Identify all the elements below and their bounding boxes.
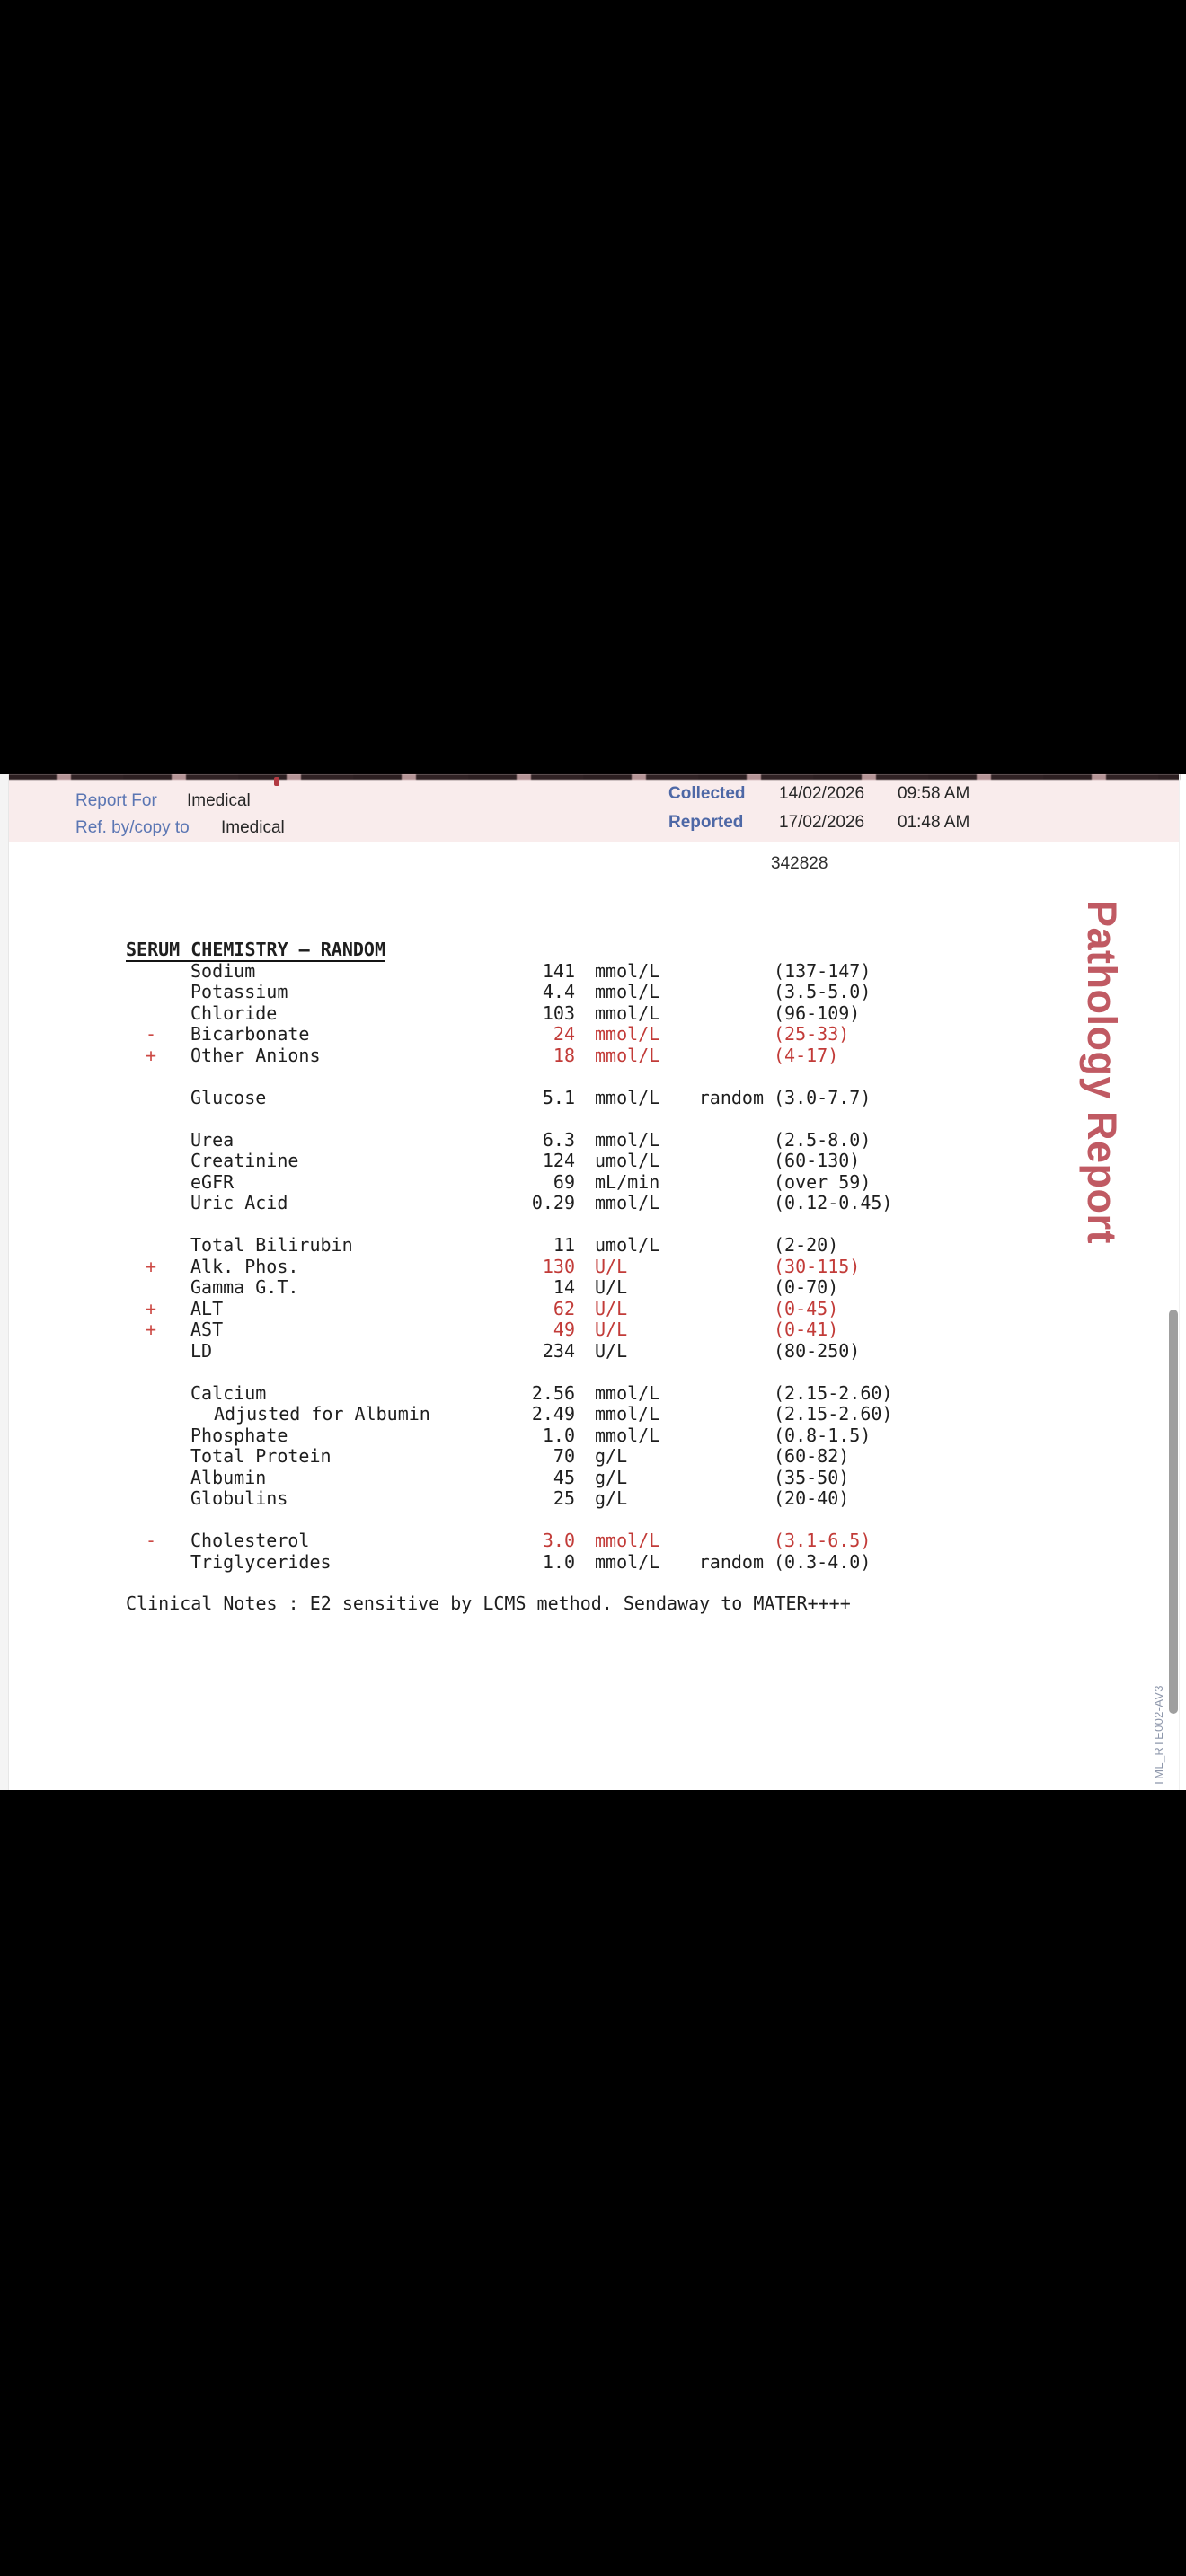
result-unit: umol/L [595, 1234, 660, 1256]
result-value: 45 [553, 1466, 575, 1488]
result-value: 141 [542, 959, 575, 982]
result-value: 124 [542, 1150, 575, 1171]
result-value: 2.49 [531, 1403, 575, 1425]
result-value: 2.56 [531, 1381, 575, 1404]
result-value: 70 [553, 1445, 575, 1467]
report-header-band [8, 774, 1180, 842]
result-unit: mmol/L [595, 1381, 660, 1404]
analyte-name: Calcium [190, 1381, 267, 1404]
analyte-name: Globulins [190, 1487, 288, 1509]
reference-range: (60-130) [774, 1150, 861, 1171]
group-gap [0, 1509, 907, 1531]
result-unit: mmol/L [595, 1403, 660, 1425]
result-row [0, 1256, 907, 1277]
reference-range: (80-250) [774, 1339, 861, 1362]
analyte-name: Chloride [190, 1001, 278, 1024]
result-row [0, 1298, 907, 1319]
reference-range: (0.8-1.5) [774, 1424, 872, 1446]
result-unit: mL/min [595, 1170, 660, 1193]
group-gap [0, 1213, 907, 1235]
reference-range: (0-45) [774, 1297, 839, 1319]
group-gap [0, 1107, 907, 1129]
analyte-name: Other Anions [190, 1044, 321, 1066]
analyte-name: Uric Acid [190, 1192, 288, 1213]
result-value: 1.0 [542, 1550, 575, 1573]
result-flag: - [145, 1530, 157, 1551]
result-unit: mmol/L [595, 1530, 660, 1551]
reference-range: (2.15-2.60) [774, 1381, 893, 1404]
result-unit: mmol/L [595, 1550, 660, 1573]
analyte-name: Creatinine [190, 1150, 299, 1171]
analyte-name: Gamma G.T. [190, 1276, 299, 1298]
result-row [0, 1045, 907, 1066]
result-row [0, 1487, 907, 1509]
scrollbar-track [1179, 774, 1180, 1790]
result-row [0, 1129, 907, 1151]
collected-time: 09:58 AM [898, 784, 970, 803]
result-flag: + [145, 1297, 157, 1319]
pathology-report-page [0, 774, 1186, 1790]
result-row [0, 1445, 907, 1467]
analyte-name: Glucose [190, 1086, 267, 1108]
result-unit: g/L [595, 1487, 628, 1509]
result-flag: + [145, 1255, 157, 1277]
result-unit: g/L [595, 1445, 628, 1467]
analyte-name: Phosphate [190, 1424, 288, 1446]
ref-by-label: Ref. by/copy to [75, 818, 190, 837]
collected-date: 14/02/2026 [779, 784, 865, 803]
result-qualifier: random [698, 1550, 764, 1573]
reference-range: (96-109) [774, 1001, 861, 1024]
reference-range: (137-147) [774, 959, 872, 982]
result-value: 103 [542, 1001, 575, 1024]
result-unit: mmol/L [595, 1128, 660, 1151]
result-unit: mmol/L [595, 1023, 660, 1045]
group-gap [0, 1361, 907, 1382]
result-unit: mmol/L [595, 1192, 660, 1213]
result-row [0, 1403, 907, 1425]
section-title: SERUM CHEMISTRY – RANDOM [126, 939, 385, 960]
result-row [0, 960, 907, 982]
reference-range: (60-82) [774, 1445, 850, 1467]
result-unit: mmol/L [595, 959, 660, 982]
result-row [0, 981, 907, 1002]
result-row [0, 1150, 907, 1171]
scrollbar-thumb[interactable] [1169, 1310, 1178, 1714]
result-unit: mmol/L [595, 1086, 660, 1108]
result-unit: U/L [595, 1319, 628, 1340]
reference-range: (25-33) [774, 1023, 850, 1045]
cutoff-text-artifact [274, 777, 279, 786]
result-row [0, 1002, 907, 1024]
result-unit: U/L [595, 1255, 628, 1277]
result-value: 69 [553, 1170, 575, 1193]
analyte-name: AST [190, 1319, 224, 1340]
result-row [0, 1467, 907, 1488]
result-unit: mmol/L [595, 1044, 660, 1066]
result-value: 234 [542, 1339, 575, 1362]
result-unit: mmol/L [595, 1001, 660, 1024]
result-value: 14 [553, 1276, 575, 1298]
reference-range: (2.15-2.60) [774, 1403, 893, 1425]
analyte-name: Cholesterol [190, 1530, 310, 1551]
left-gutter [0, 774, 9, 1790]
result-value: 18 [553, 1044, 575, 1066]
reference-range: (0.3-4.0) [774, 1550, 872, 1573]
reference-range: (30-115) [774, 1255, 861, 1277]
result-value: 3.0 [542, 1530, 575, 1551]
result-row [0, 1530, 907, 1551]
result-value: 130 [542, 1255, 575, 1277]
analyte-name: Adjusted for Albumin [214, 1403, 430, 1425]
report-for-value: Imedical [187, 791, 251, 810]
results-table [0, 939, 907, 1572]
result-row [0, 1023, 907, 1045]
result-flag: + [145, 1319, 157, 1340]
result-value: 11 [553, 1234, 575, 1256]
result-unit: mmol/L [595, 981, 660, 1002]
result-unit: U/L [595, 1339, 628, 1362]
reference-range: (2.5-8.0) [774, 1128, 872, 1151]
ref-by-value: Imedical [221, 818, 285, 837]
result-row [0, 1192, 907, 1213]
analyte-name: Total Protein [190, 1445, 332, 1467]
reference-range: (4-17) [774, 1044, 839, 1066]
analyte-name: ALT [190, 1297, 224, 1319]
result-unit: U/L [595, 1276, 628, 1298]
group-gap [0, 1065, 907, 1087]
reference-range: (35-50) [774, 1466, 850, 1488]
result-unit: U/L [595, 1297, 628, 1319]
result-row [0, 1276, 907, 1298]
analyte-name: Total Bilirubin [190, 1234, 353, 1256]
pathology-report-watermark: Pathology Report [1079, 900, 1125, 1245]
result-value: 6.3 [542, 1128, 575, 1151]
reported-time: 01:48 AM [898, 813, 970, 832]
reference-range: (0-41) [774, 1319, 839, 1340]
analyte-name: Alk. Phos. [190, 1255, 299, 1277]
analyte-name: Bicarbonate [190, 1023, 310, 1045]
reported-date: 17/02/2026 [779, 813, 865, 832]
reported-label: Reported [668, 813, 744, 832]
result-value: 25 [553, 1487, 575, 1509]
analyte-name: Sodium [190, 959, 256, 982]
result-value: 4.4 [542, 981, 575, 1002]
reference-range: (over 59) [774, 1170, 872, 1193]
result-row [0, 1319, 907, 1340]
result-unit: g/L [595, 1466, 628, 1488]
result-row [0, 1551, 907, 1573]
result-flag: - [145, 1023, 157, 1045]
analyte-name: Albumin [190, 1466, 267, 1488]
result-value: 1.0 [542, 1424, 575, 1446]
result-qualifier: random [698, 1086, 764, 1108]
analyte-name: Urea [190, 1128, 235, 1151]
result-flag: + [145, 1044, 157, 1066]
result-row [0, 1340, 907, 1362]
reference-range: (0-70) [774, 1276, 839, 1298]
result-unit: mmol/L [595, 1424, 660, 1446]
result-row [0, 1382, 907, 1404]
result-value: 5.1 [542, 1086, 575, 1108]
report-for-label: Report For [75, 791, 157, 810]
reference-range: (3.5-5.0) [774, 981, 872, 1002]
reference-range: (3.0-7.7) [774, 1086, 872, 1108]
form-code: TML_RTE002-AV3 [1152, 1685, 1165, 1786]
reference-range: (20-40) [774, 1487, 850, 1509]
analyte-name: eGFR [190, 1170, 235, 1193]
result-value: 62 [553, 1297, 575, 1319]
result-row [0, 1425, 907, 1446]
result-value: 49 [553, 1319, 575, 1340]
report-number: 342828 [771, 854, 828, 873]
clinical-notes: Clinical Notes : E2 sensitive by LCMS method. Sendaway to MATER++++ [126, 1592, 851, 1614]
reference-range: (0.12-0.45) [774, 1192, 893, 1213]
result-unit: umol/L [595, 1150, 660, 1171]
reference-range: (3.1-6.5) [774, 1530, 872, 1551]
result-value: 24 [553, 1023, 575, 1045]
result-row [0, 1234, 907, 1256]
analyte-name: LD [190, 1339, 213, 1362]
reference-range: (2-20) [774, 1234, 839, 1256]
result-row [0, 1087, 907, 1108]
analyte-name: Triglycerides [190, 1550, 332, 1573]
result-value: 0.29 [531, 1192, 575, 1213]
result-row [0, 1171, 907, 1193]
analyte-name: Potassium [190, 981, 288, 1002]
collected-label: Collected [668, 784, 746, 803]
